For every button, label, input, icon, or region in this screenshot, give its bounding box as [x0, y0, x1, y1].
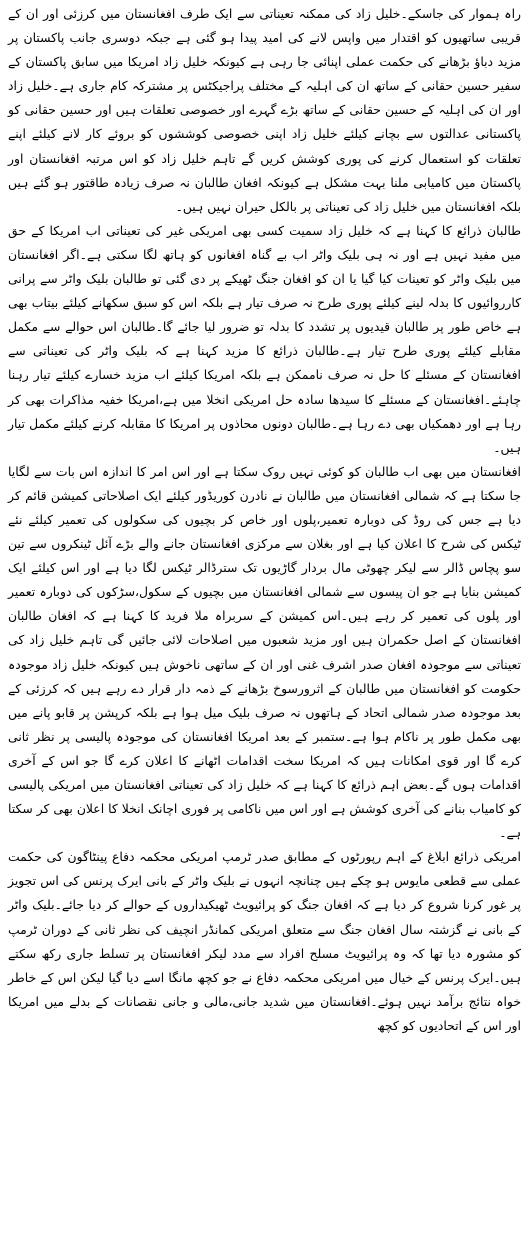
article-paragraph-1: راہ ہموار کی جاسکے۔خلیل زاد کی ممکنہ تعیناتی سے ایک طرف افغانستان میں کرزئی اور ان کے قریبی ساتھیوں کو اقتدار میں واپس لانے کی امید پیدا ہو گئی ہے جبکہ دوسری جانب پاکستان پر مزید دباؤ بڑھانے کی حکمت عملی اپنائی جا رہی ہے کیونکہ خلیل زاد امریکا میں سابق پاکستان کے سفیر حسین حقانی کے ساتھ ان کی اہلیہ کے مختلف پراجیکٹس پر مشترکہ کام جاری ہے۔خلیل زاد اور ان کی اہلیہ کے حسین حقانی کے ساتھ بڑے گہرے اور خصوصی تعلقات ہیں اور حسین حقانی کو پاکستانی عدالتوں سے بچانے کیلئے خلیل زاد اپنی خصوصی کوششوں کو بروئے کار لانے کیلئے اپنے تعلقات کو استعمال کرنے کی پوری کوشش کریں گے تاہم خلیل زاد کو اس مرتبہ افغانستان اور پاکستان میں کامیابی ملنا بہت مشکل ہے کیونکہ افغان طالبان نہ صرف زیادہ طاقتور ہو گئے ہیں بلکہ افغانستان میں خلیل زاد کی تعیناتی پر بالکل حیران نہیں ہیں۔ — [8, 6, 521, 214]
article-paragraph-3: افغانستان میں بھی اب طالبان کو کوئی نہیں روک سکتا ہے اور اس امر کا اندازہ اس بات سے لگایا جا سکتا ہے کہ شمالی افغانستان میں طالبان نے نادرن کوریڈور کیلئے ایک اصلاحاتی کمیشن قائم کر دیا ہے جس کی روڈ کی دوبارہ تعمیر،پلوں اور خاص کر بچیوں کی سکولوں کی تعمیر کیلئے نئے ٹیکس کی شرح کا اعلان کیا ہے اور بغلان سے مرکزی افغانستان جانے والے بڑے آئل ٹینکروں سے تین سو پچاس ڈالر سے لیکر چھوٹی مال بردار گاڑیوں تک سترڈالر ٹیکس لگا دیا ہے اور اس کیلئے ایک کمیشن بنایا ہے جو ان پیسوں سے شمالی افغانستان میں بچیوں کے سکول،سڑکوں کی دوبارہ تعمیر اور پلوں کی تعمیر کر رہے ہیں۔اس کمیشن کے سربراہ ملا فرید کا کہنا ہے کہ افغان طالبان افغانستان کے اصل حکمران ہیں اور مزید شعبوں میں اصلاحات لائی جائیں گی تاہم خلیل زاد کی تعیناتی سے موجودہ افغان صدر اشرف غنی اور ان کے ساتھی ناخوش ہیں کیونکہ خلیل زاد موجودہ حکومت کو افغانستان میں طالبان کے اثرورسوخ بڑھانے کے ذمہ دار قرار دے رہے ہیں کہ کرزئی کے بعد موجودہ صدر شمالی اتحاد کے ہاتھوں نہ صرف بلیک میل ہوا ہے بلکہ کرپشن پر قابو پانے میں بھی مکمل طور پر ناکام ہوا ہے۔ستمبر کے بعد امریکا افغانستان کی موجودہ پالیسی پر نظر ثانی کرے گا اور قوی امکانات ہیں کہ امریکا سخت اقدامات اٹھانے کا اعلان کرے گا جو اس کے آخری اقدامات ہوں گے۔بعض اہم ذرائع کا کہنا ہے کہ خلیل زاد کی تعیناتی افغانستان میں امریکی پالیسی کو کامیاب بنانے کی آخری کوشش ہے اور اس میں ناکامی پر فوری اچانک انخلا کا اعلان بھی کر سکتا ہے۔ — [8, 463, 521, 841]
article-paragraph-2: طالبان ذرائع کا کہنا ہے کہ خلیل زاد سمیت کسی بھی امریکی غیر کی تعیناتی اب امریکا کے حق میں مفید نہیں ہے اور نہ ہی بلیک واٹر اب بے گناہ افغانوں کو ہاتھ لگا سکتی ہے۔اگر افغانستان میں بلیک واٹر کو تعینات کیا گیا یا ان کو افغان جنگ ٹھیکے پر دی گئی تو طالبان بلیک واٹر سے پرانی کارروائیوں کا بدلہ لینے کیلئے پوری طرح نہ صرف تیار ہے بلکہ اس کو سبق سکھانے کیلئے بیتاب بھی ہے خاص طور پر طالبان قیدیوں پر تشدد کا بدلہ تو ضرور لیا جائے گا۔طالبان اس حوالے سے مکمل مقابلے کیلئے پوری طرح تیار ہے۔طالبان ذرائع کا مزید کہنا ہے کہ بلیک واٹر کی تعیناتی سے افغانستان کے مسئلے کا حل نہ صرف ناممکن ہے بلکہ امریکا کیلئے اب مزید خسارے کیلئے تیار رہنا چاہئے۔افغانستان کے مسئلے کا سیدھا سادہ حل امریکی انخلا میں ہے،امریکا خفیہ مذاکرات بھی کر رہا ہے اور دھمکیاں بھی دے رہا ہے۔طالبان دونوں محاذوں پر امریکا کا مقابلہ کرنے کیلئے مکمل تیار ہیں۔ — [8, 222, 521, 455]
article-paragraph-4: امریکی ذرائع ابلاغ کے اہم رپورٹوں کے مطابق صدر ٹرمپ امریکی محکمہ دفاع پینٹاگون کی حکمت عملی سے قطعی مایوس ہو چکے ہیں چنانچہ انہوں نے بلیک واٹر کے بانی ایرک پرنس کی اس تجویز پر غور کرنا شروع کر دیا ہے کہ افغان جنگ کو پرائیویٹ ٹھیکیداروں کے حوالے کر دیا جائے۔بلیک واٹر کے بانی نے گزشتہ سال افغان جنگ سے متعلق امریکی کمانڈر انچیف کی نظر ثانی کے دوران ٹرمپ کو مشورہ دیا تھا کہ وہ پرائیویٹ مسلح افراد سے مدد لیکر افغانستان پر تسلط جاری رکھ سکتے ہیں۔ایرک پرنس کے خیال میں امریکی محکمہ دفاع نے جو کچھ مانگا اسے دیا گیا لیکن اس کے خاطر خواہ نتائج برآمد نہیں ہوئے۔افغانستان میں شدید جانی،مالی و جانی نقصانات کے بدلے میں امریکا اور اس کے اتحادیوں کو کچھ — [8, 849, 521, 1033]
